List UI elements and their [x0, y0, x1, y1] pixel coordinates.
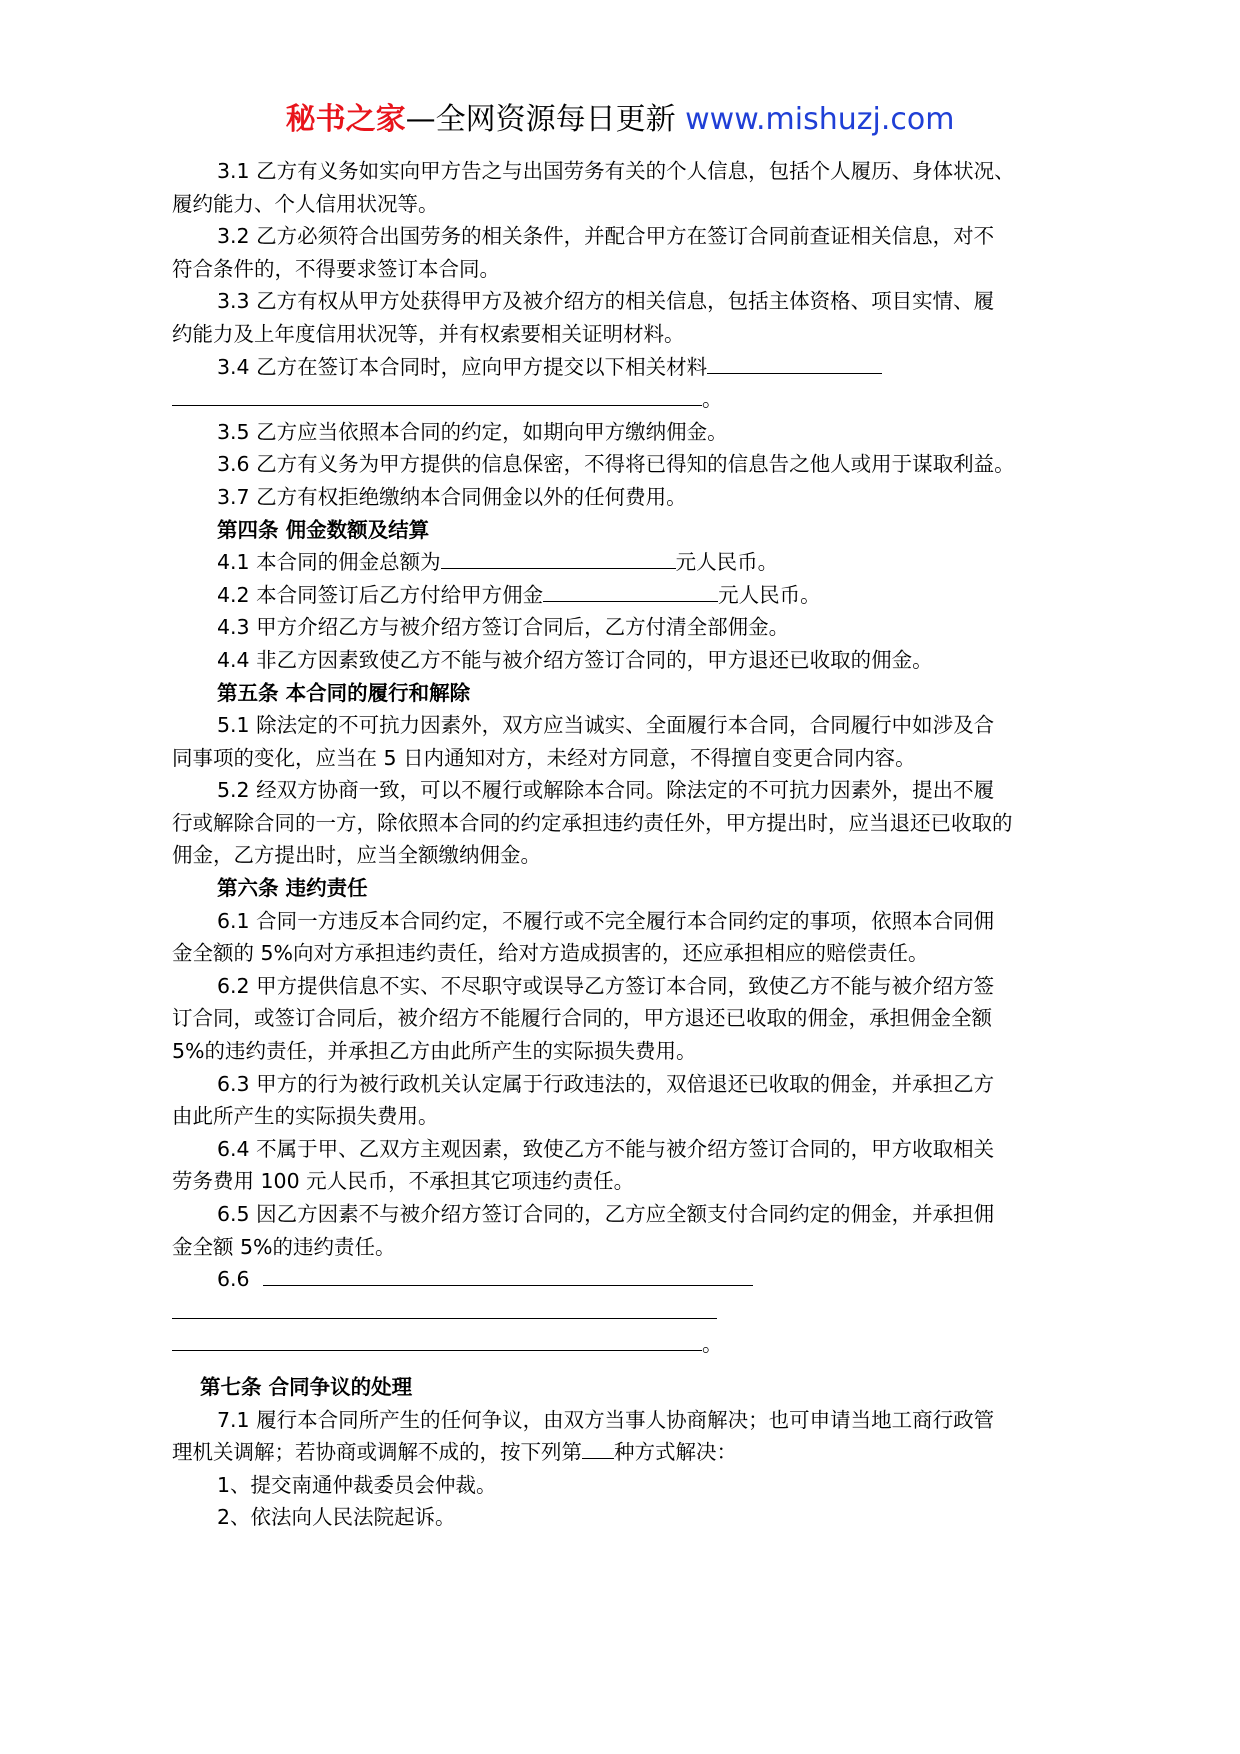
clause-4-4: 4.4 非乙方因素致使乙方不能与被介绍方签订合同的，甲方退还已收取的佣金。 [217, 647, 933, 672]
clause-5-2: 5.2 经双方协商一致，可以不履行或解除本合同。除法定的不可抗力因素外，提出不履 [217, 778, 995, 803]
commission-total-blank[interactable] [441, 546, 676, 569]
section-gap [172, 1361, 1072, 1371]
clause-7-1: 7.1 履行本合同所产生的任何争议，由双方当事人协商解决；也可申请当地工商行政管 [217, 1407, 995, 1432]
clause-6-1-cont: 金全额的 5%向对方承担违约责任，给对方造成损害的，还应承担相应的赔偿责任。 [172, 941, 929, 966]
clause-6-3: 6.3 甲方的行为被行政机关认定属于行政违法的，双倍退还已收取的佣金，并承担乙方 [217, 1071, 995, 1096]
clause-4-2 [172, 579, 1072, 612]
article-4-heading: 第四条 佣金数额及结算 [217, 517, 430, 542]
clause-4-1 [172, 546, 1072, 579]
site-header [0, 98, 1240, 142]
clause-5-1: 5.1 除法定的不可抗力因素外，双方应当诚实、全面履行本合同，合同履行中如涉及合 [217, 713, 995, 738]
clause-3-3-cont: 约能力及上年度信用状况等，并有权索要相关证明材料。 [172, 321, 685, 346]
clause-5-1-cont: 同事项的变化，应当在 5 日内通知对方，未经对方同意，不得擅自变更合同内容。 [172, 745, 916, 770]
clause-5-2-cont: 行或解除合同的一方，除依照本合同的约定承担违约责任外，甲方提出时，应当退还已收取的 [172, 810, 1013, 835]
clause-6-6-cont-2 [172, 1328, 1072, 1361]
clause-3-4 [172, 351, 1072, 384]
materials-blank-1[interactable] [707, 351, 882, 374]
clause-4-2-text: 4.2 本合同签订后乙方付给甲方佣金 [217, 582, 544, 607]
clause-3-1-cont: 履约能力、个人信用状况等。 [172, 191, 439, 216]
clause-3-3: 3.3 乙方有权从甲方处获得甲方及被介绍方的相关信息，包括主体资格、项目实情、履 [217, 289, 995, 314]
clause-6-5: 6.5 因乙方因素不与被介绍方签订合同的，乙方应全额支付合同约定的佣金，并承担佣 [217, 1202, 995, 1226]
clause-4-1-unit: 元人民币。 [675, 550, 779, 575]
article-6-heading: 第六条 违约责任 [217, 876, 368, 901]
clause-6-2-cont: 订合同，或签订合同后，被介绍方不能履行合同的，甲方退还已收取的佣金，承担佣金全额 [172, 1006, 992, 1031]
clause-6-4: 6.4 不属于甲、乙双方主观因素，致使乙方不能与被介绍方签订合同的，甲方收取相关 [217, 1136, 995, 1161]
clause-3-4-cont [172, 383, 1072, 416]
clause-3-6: 3.6 乙方有义务为甲方提供的信息保密，不得将已得知的信息告之他人或用于谋取利益。 [217, 452, 1015, 477]
clause-6-5-cont: 金全额 5%的违约责任。 [172, 1234, 396, 1259]
clause-6-6-blank-2[interactable] [172, 1296, 717, 1319]
clause-3-2: 3.2 乙方必须符合出国劳务的相关条件，并配合甲方在签订合同前查证相关信息，对不 [217, 224, 995, 249]
clause-6-2: 6.2 甲方提供信息不实、不尽职守或误导乙方签订本合同，致使乙方不能与被介绍方签 [217, 973, 995, 998]
clause-7-1-text-end: 种方式解决： [614, 1440, 737, 1465]
option-arbitration: 1、提交南通仲裁委员会仲裁。 [217, 1472, 497, 1497]
clause-6-1: 6.1 合同一方违反本合同约定，不履行或不完全履行本合同约定的事项，依照本合同佣 [217, 908, 995, 933]
contract-body [172, 155, 1072, 1534]
site-url-link[interactable]: www.mishuzj.com [685, 102, 955, 137]
clause-3-2-cont: 符合条件的，不得要求签订本合同。 [172, 256, 500, 281]
clause-6-6-cont [172, 1296, 1072, 1329]
clause-4-3: 4.3 甲方介绍乙方与被介绍方签订合同后，乙方付清全部佣金。 [217, 615, 790, 640]
clause-6-6-end: 。 [702, 1332, 723, 1357]
option-litigation: 2、依法向人民法院起诉。 [217, 1505, 456, 1530]
clause-6-6-blank-1[interactable] [263, 1263, 753, 1286]
clause-6-4-cont: 劳务费用 100 元人民币，不承担其它项违约责任。 [172, 1169, 635, 1194]
site-tagline: —全网资源每日更新 [405, 102, 676, 137]
clause-7-1-cont [172, 1436, 1072, 1469]
dispute-method-blank[interactable] [582, 1436, 614, 1459]
clause-6-6-blank-3[interactable] [172, 1328, 702, 1351]
article-7-heading: 第七条 合同争议的处理 [200, 1374, 413, 1399]
site-brand: 秘书之家 [285, 102, 406, 137]
clause-7-1-text: 理机关调解；若协商或调解不成的，按下列第 [172, 1440, 582, 1465]
clause-3-4-text: 3.4 乙方在签订本合同时，应向甲方提交以下相关材料 [217, 354, 708, 379]
clause-6-6 [172, 1263, 1072, 1296]
clause-6-6-number: 6.6 [217, 1267, 250, 1292]
clause-3-1: 3.1 乙方有义务如实向甲方告之与出国劳务有关的个人信息，包括个人履历、身体状况、 [217, 159, 1015, 183]
clause-3-4-end: 。 [702, 387, 723, 412]
clause-3-7: 3.7 乙方有权拒绝缴纳本合同佣金以外的任何费用。 [217, 484, 687, 509]
clause-3-5: 3.5 乙方应当依照本合同的约定，如期向甲方缴纳佣金。 [217, 419, 728, 444]
clause-4-1-text: 4.1 本合同的佣金总额为 [217, 550, 441, 575]
materials-blank-2[interactable] [172, 383, 702, 406]
clause-6-2-cont-2: 5%的违约责任，并承担乙方由此所产生的实际损失费用。 [172, 1039, 697, 1064]
clause-6-3-cont: 由此所产生的实际损失费用。 [172, 1104, 439, 1129]
clause-4-2-unit: 元人民币。 [718, 582, 821, 607]
clause-5-2-cont-2: 佣金，乙方提出时，应当全额缴纳佣金。 [172, 843, 541, 868]
article-5-heading: 第五条 本合同的履行和解除 [217, 680, 471, 705]
commission-paid-blank[interactable] [543, 579, 718, 602]
